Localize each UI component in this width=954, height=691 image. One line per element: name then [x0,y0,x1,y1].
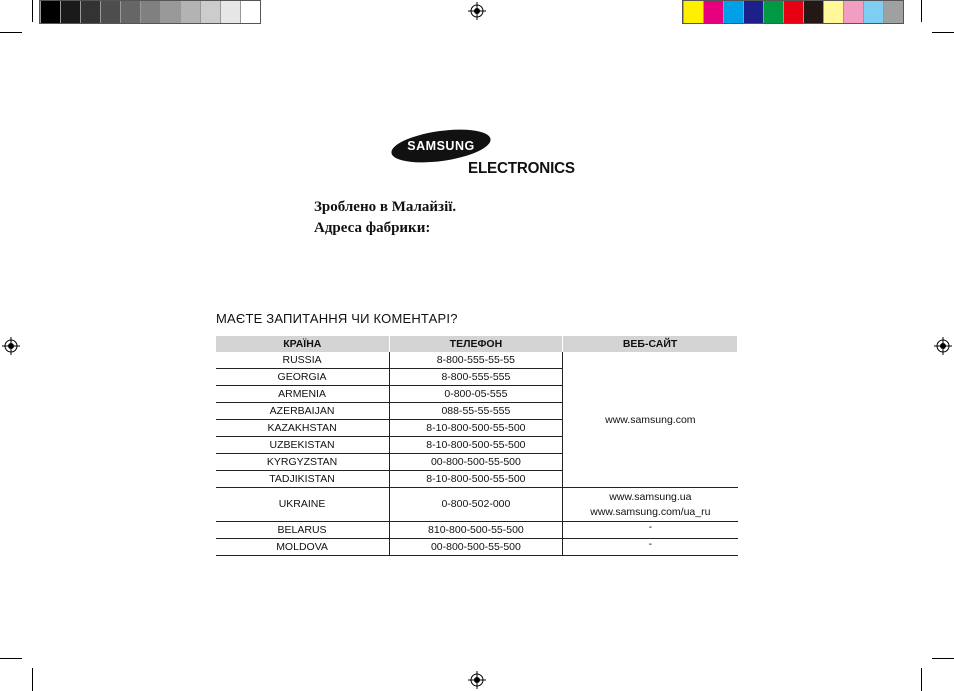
phone-cell: 8-800-555-555 [389,369,563,386]
country-cell: KAZAKHSTAN [216,420,390,437]
phone-cell: 8-800-555-55-55 [389,352,563,369]
crop-mark-top-left-h [0,32,22,33]
phone-cell: 00-800-500-55-500 [389,454,563,471]
country-cell: BELARUS [216,522,390,539]
crop-mark-bottom-left-h [0,658,22,659]
contact-table [215,336,738,556]
samsung-logo [390,128,492,164]
calibration-swatch [120,1,140,23]
calibration-swatch [200,1,220,23]
calibration-swatch [783,1,803,23]
crop-mark-top-left-v [32,0,33,22]
phone-cell: 810-800-500-55-500 [389,522,563,539]
header-phone: ТЕЛЕФОН [389,336,563,352]
country-cell: UKRAINE [216,488,390,522]
calibration-swatch [240,1,260,23]
website-cell: - [563,522,738,539]
phone-cell: 8-10-800-500-55-500 [389,471,563,488]
website-cell [563,488,738,522]
made-in-text: Зроблено в Малайзії. [314,199,457,215]
calibration-swatch [803,1,823,23]
calibration-swatch [843,1,863,23]
country-cell: MOLDOVA [216,539,390,556]
phone-cell: 0-800-502-000 [389,488,563,522]
website-cell: www.samsung.com [563,352,738,488]
calibration-swatch [723,1,743,23]
grayscale-calibration-strip [39,0,261,24]
country-cell: UZBEKISTAN [216,437,390,454]
country-cell: ARMENIA [216,386,390,403]
header-country: КРАЇНА [216,336,390,352]
calibration-swatch [80,1,100,23]
phone-cell: 8-10-800-500-55-500 [389,437,563,454]
logo-wordmark: SAMSUNG [407,139,475,153]
calibration-swatch [823,1,843,23]
table-header-row [216,336,738,352]
calibration-swatch [703,1,723,23]
country-cell: AZERBAIJAN [216,403,390,420]
crop-mark-bottom-right-v [921,668,922,691]
country-cell: TADJIKISTAN [216,471,390,488]
header-website: ВЕБ-САЙТ [563,336,738,352]
calibration-swatch [220,1,240,23]
origin-block [314,197,456,239]
calibration-swatch [863,1,883,23]
table-row [216,539,738,556]
calibration-swatch [60,1,80,23]
crop-mark-bottom-left-v [32,668,33,691]
table-row [216,488,738,522]
calibration-swatch [180,1,200,23]
calibration-swatch [140,1,160,23]
calibration-swatch [883,1,903,23]
registration-target-icon [468,2,486,20]
website-link: www.samsung.com/ua_ru [590,505,711,518]
website-link: www.samsung.ua [609,490,692,503]
registration-target-icon [2,337,20,355]
electronics-label: ELECTRONICS [468,160,575,177]
calibration-swatch [683,1,703,23]
calibration-swatch [763,1,783,23]
registration-target-icon [934,337,952,355]
calibration-swatch [160,1,180,23]
crop-mark-top-right-h [932,32,954,33]
factory-address-label: Адреса фабрики: [314,220,431,236]
phone-cell: 8-10-800-500-55-500 [389,420,563,437]
color-calibration-strip [682,0,904,24]
calibration-swatch [743,1,763,23]
registration-target-icon [468,671,486,689]
website-cell: - [563,539,738,556]
phone-cell: 0-800-05-555 [389,386,563,403]
phone-cell: 088-55-55-555 [389,403,563,420]
crop-mark-top-right-v [921,0,922,22]
country-cell: GEORGIA [216,369,390,386]
country-cell: RUSSIA [216,352,390,369]
crop-mark-bottom-right-h [932,658,954,659]
country-cell: KYRGYZSTAN [216,454,390,471]
contact-question-heading: МАЄТЕ ЗАПИТАННЯ ЧИ КОМЕНТАРІ? [216,311,458,326]
calibration-swatch [100,1,120,23]
calibration-swatch [40,1,60,23]
table-row [216,522,738,539]
table-row [216,352,738,369]
phone-cell: 00-800-500-55-500 [389,539,563,556]
